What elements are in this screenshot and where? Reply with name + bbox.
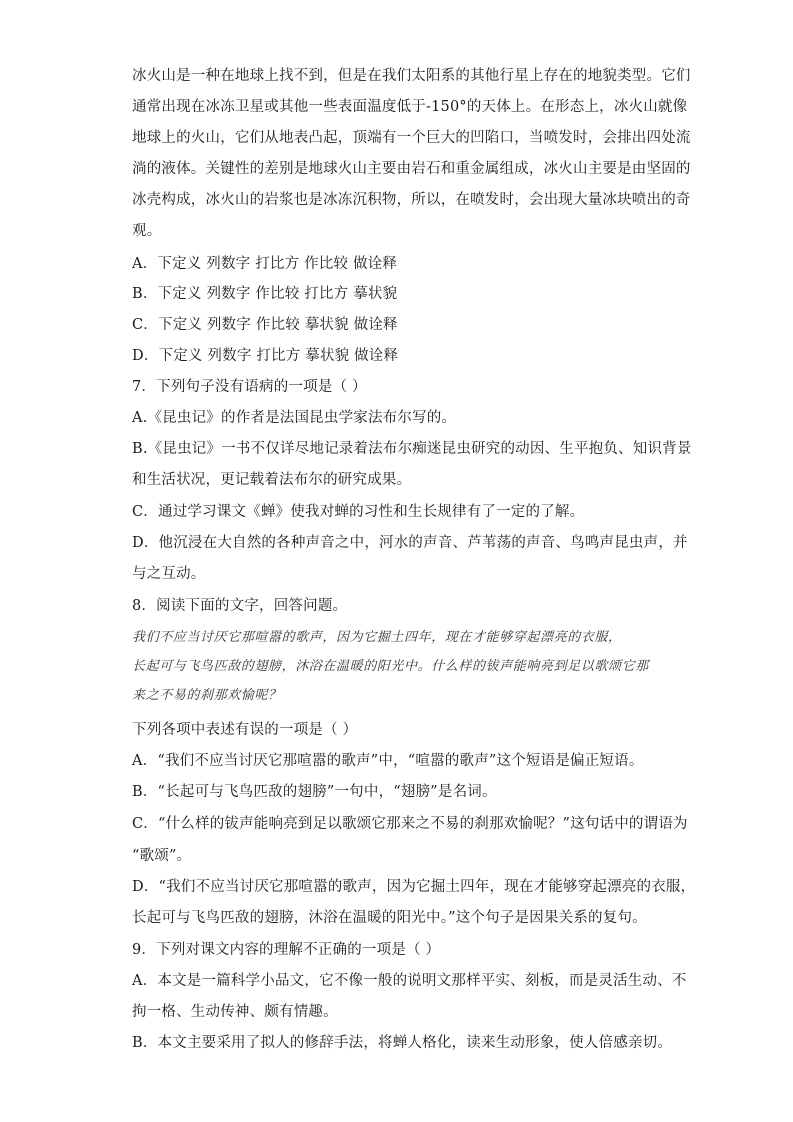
option-a: A．下定义 列数字 打比方 作比较 做诠释 <box>132 256 398 272</box>
option-a: A.《昆虫记》的作者是法国昆虫学家法布尔写的。 <box>132 410 457 426</box>
text-line: 通常出现在冰冻卫星或其他一些表面温度低于-150°的天体上。在形态上，冰火山就像 <box>132 99 688 115</box>
option-d: D．“我们不应当讨厌它那喧嚣的歌声，因为它掘土四年，现在才能够穿起漂亮的衣服， <box>132 879 696 895</box>
text-line: 与之互动。 <box>132 566 206 582</box>
option-d: D．下定义 列数字 打比方 摹状貌 做诠释 <box>132 348 399 364</box>
question-8: 8．阅读下面的文字，回答问题。 <box>132 598 348 614</box>
reading-passage-line: 长起可与飞鸟匹敌的翅膀，沐浴在温暖的阳光中。什么样的钹声能响亮到足以歌颂它那 <box>132 659 649 674</box>
option-a: A．“我们不应当讨厌它那喧嚣的歌声”中，“喧嚣的歌声”这个短语是偏正短语。 <box>132 753 644 769</box>
text-line: 淌的液体。关键性的差别是地球火山主要由岩石和重金属组成，冰火山主要是由坚固的 <box>132 161 691 177</box>
option-b: B．本文主要采用了拟人的修辞手法，将蝉人格化，读来生动形象，使人倍感亲切。 <box>132 1035 673 1051</box>
text-line: 长起可与飞鸟匹敌的翅膀，沐浴在温暖的阳光中。”这个句子是因果关系的复句。 <box>132 910 647 926</box>
text-line: “歌颂”。 <box>132 848 192 864</box>
option-c: C．通过学习课文《蝉》使我对蝉的习性和生长规律有了一定的了解。 <box>132 504 585 520</box>
option-b: B．“长起可与飞鸟匹敌的翅膀”一句中，“翅膀”是名词。 <box>132 784 497 800</box>
option-a: A．本文是一篇科学小品文，它不像一般的说明文那样平实、刻板，而是灵活生动、不 <box>132 973 687 989</box>
option-c: C．下定义 列数字 作比较 摹状貌 做诠释 <box>132 317 398 333</box>
text-line: 冰火山是一种在地球上找不到，但是在我们太阳系的其他行星上存在的地貌类型。它们 <box>132 68 691 84</box>
option-d: D．他沉浸在大自然的各种声音之中，河水的声音、芦苇荡的声音、鸟鸣声昆虫声，并 <box>132 535 688 551</box>
reading-passage-line: 来之不易的刹那欢愉呢？ <box>132 688 282 703</box>
text-line: 观。 <box>132 223 162 239</box>
option-b: B.《昆虫记》一书不仅详尽地记录着法布尔痴迷昆虫研究的动因、生平抱负、知识背景 <box>132 441 692 457</box>
text-line: 拘一格、生动传神、颇有情趣。 <box>132 1004 338 1020</box>
question-7: 7．下列句子没有语病的一项是（ ） <box>132 379 367 395</box>
question-9: 9．下列对课文内容的理解不正确的一项是（ ） <box>132 942 441 958</box>
text-line: 地球上的火山，它们从地表凸起，顶端有一个巨大的凹陷口，当喷发时，会排出四处流 <box>132 130 691 146</box>
reading-passage-line: 我们不应当讨厌它那喧嚣的歌声，因为它掘土四年，现在才能够穿起漂亮的衣服， <box>132 630 622 645</box>
text-line: 和生活状况，更记载着法布尔的研究成果。 <box>132 472 412 488</box>
option-b: B．下定义 列数字 作比较 打比方 摹状貌 <box>132 286 398 302</box>
option-c: C．“什么样的钹声能响亮到足以歌颂它那来之不易的刹那欢愉呢？”这句话中的谓语为 <box>132 816 688 832</box>
text-line: 冰壳构成，冰火山的岩浆也是冰冻沉积物，所以，在喷发时，会出现大量冰块喷出的奇 <box>132 192 691 208</box>
question-prompt: 下列各项中表述有误的一项是（ ） <box>132 722 358 738</box>
